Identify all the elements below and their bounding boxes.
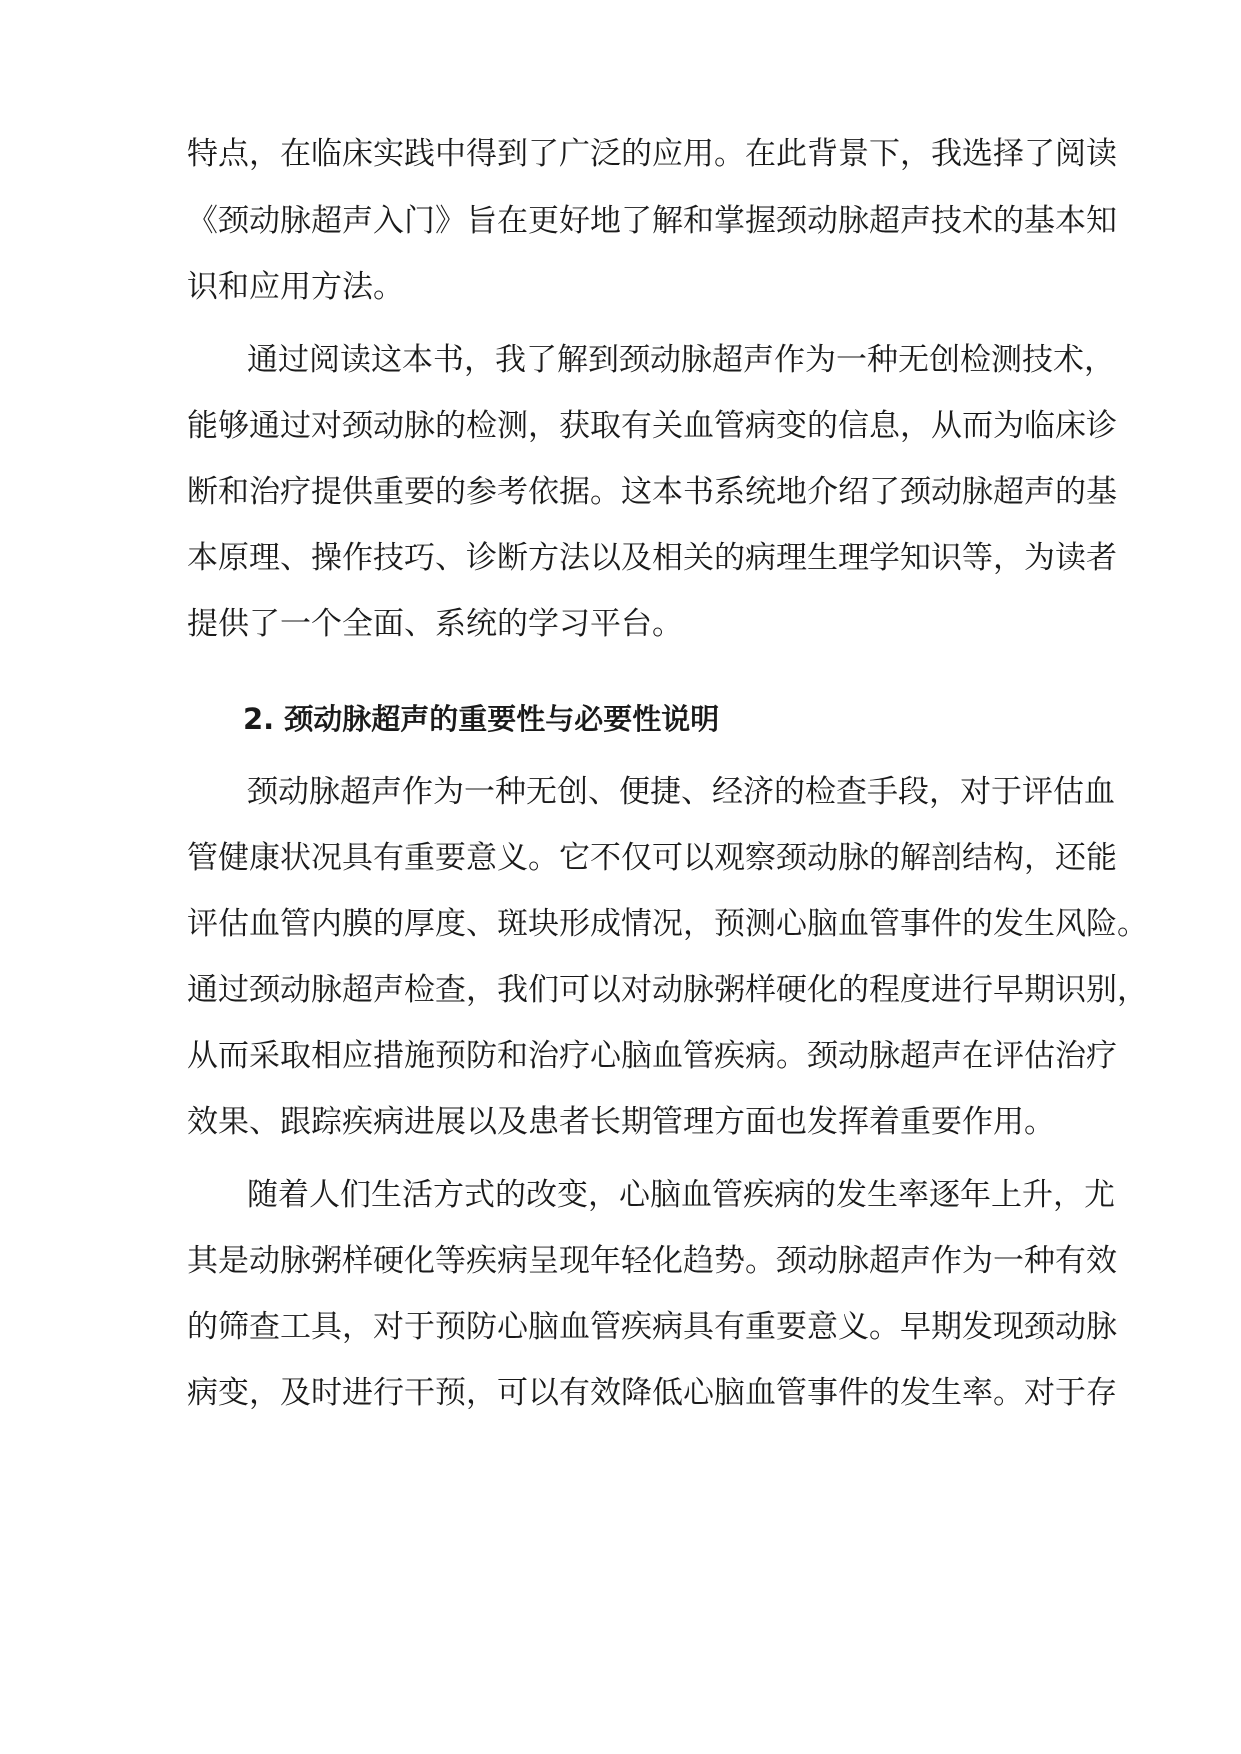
paragraph-1-line-1: 特点，在临床实践中得到了广泛的应用。在此背景下，我选择了阅读 (187, 136, 1117, 172)
paragraph-2-line-2: 能够通过对颈动脉的检测，获取有关血管病变的信息，从而为临床诊 (187, 408, 1117, 444)
section-paragraph-1-line-6: 效果、跟踪疾病进展以及患者长期管理方面也发挥着重要作用。 (187, 1104, 1055, 1140)
section-paragraph-2-line-4: 病变，及时进行干预，可以有效降低心脑血管事件的发生率。对于存 (187, 1375, 1117, 1411)
section-paragraph-1-line-4: 通过颈动脉超声检查，我们可以对动脉粥样硬化的程度进行早期识别， (187, 972, 1148, 1008)
paragraph-2-line-4: 本原理、操作技巧、诊断方法以及相关的病理生理学知识等，为读者 (187, 540, 1117, 576)
paragraph-1-line-2: 《颈动脉超声入门》旨在更好地了解和掌握颈动脉超声技术的基本知 (187, 203, 1117, 239)
section-heading: 2. 颈动脉超声的重要性与必要性说明 (243, 702, 720, 736)
section-paragraph-1-line-2: 管健康状况具有重要意义。它不仅可以观察颈动脉的解剖结构，还能 (187, 840, 1117, 876)
paragraph-2-line-3: 断和治疗提供重要的参考依据。这本书系统地介绍了颈动脉超声的基 (187, 474, 1117, 510)
paragraph-1-line-3: 识和应用方法。 (187, 269, 404, 305)
section-paragraph-2-line-3: 的筛查工具，对于预防心脑血管疾病具有重要意义。早期发现颈动脉 (187, 1309, 1117, 1345)
paragraph-2-line-5: 提供了一个全面、系统的学习平台。 (187, 606, 683, 642)
section-paragraph-1-line-3: 评估血管内膜的厚度、斑块形成情况，预测心脑血管事件的发生风险。 (187, 906, 1148, 942)
paragraph-2-line-1: 通过阅读这本书，我了解到颈动脉超声作为一种无创检测技术， (247, 342, 1115, 378)
section-paragraph-2-line-1: 随着人们生活方式的改变，心脑血管疾病的发生率逐年上升，尤 (247, 1177, 1115, 1213)
section-paragraph-1-line-5: 从而采取相应措施预防和治疗心脑血管疾病。颈动脉超声在评估治疗 (187, 1038, 1117, 1074)
section-paragraph-2-line-2: 其是动脉粥样硬化等疾病呈现年轻化趋势。颈动脉超声作为一种有效 (187, 1243, 1117, 1279)
section-paragraph-1-line-1: 颈动脉超声作为一种无创、便捷、经济的检查手段，对于评估血 (247, 774, 1115, 810)
